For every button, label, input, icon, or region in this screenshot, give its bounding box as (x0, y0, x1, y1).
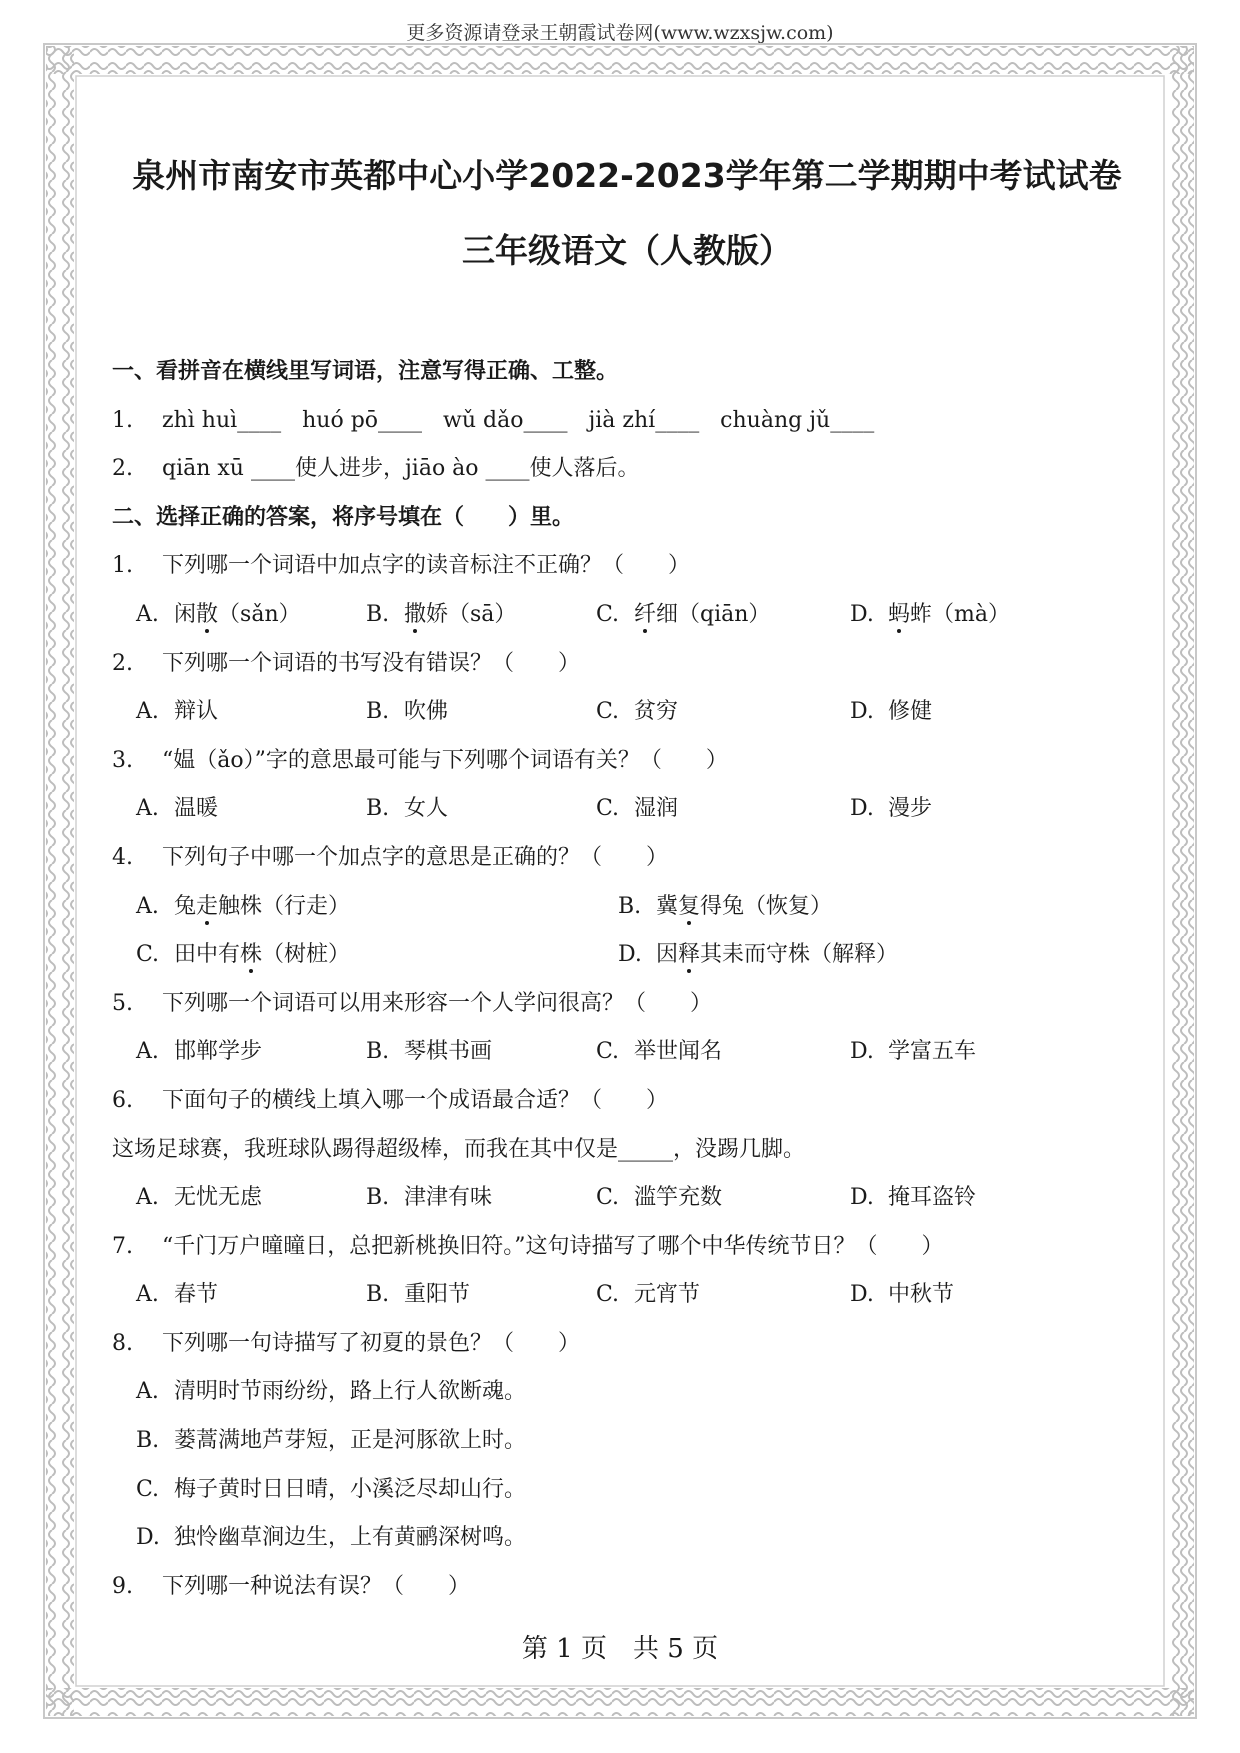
dotted-char: 释 (678, 942, 701, 968)
s2-q5-options (112, 1028, 1142, 1077)
option-text: 学富五车 (888, 1039, 977, 1065)
option-letter: B. (366, 796, 390, 822)
option-text: （sǎn） (218, 601, 301, 627)
dotted-char: 纤 (634, 601, 657, 627)
option-text: 辩认 (174, 699, 219, 725)
option-text: 其耒而守株（解释） (700, 942, 899, 968)
option-text: 独怜幽草涧边生，上有黄鹂深树鸣。 (174, 1525, 527, 1551)
question-text: 下列哪一个词语可以用来形容一个人学问很高？（ ） (162, 990, 713, 1016)
question-text: qiān xū ____使人进步，jiāo ào ____使人落后。 (162, 456, 640, 482)
option-d (850, 591, 1080, 640)
option-a (136, 591, 366, 640)
question-number: 2. (112, 650, 133, 676)
s2-question-5 (112, 980, 1142, 1029)
option-text: 举世闻名 (634, 1039, 723, 1065)
option-letter: D. (136, 1525, 160, 1551)
option-text: 田中有 (174, 942, 241, 968)
s2-q6-options (112, 1174, 1142, 1223)
option-b (366, 1028, 596, 1077)
option-text: 细（qiān） (656, 601, 771, 627)
option-letter: C. (596, 699, 620, 725)
s2-question-6 (112, 1077, 1142, 1126)
option-a (136, 1028, 366, 1077)
s2-question-1 (112, 542, 1142, 591)
option-a (136, 883, 618, 932)
option-text: 元宵节 (634, 1282, 701, 1308)
option-text: 闲 (174, 601, 197, 627)
option-b (366, 688, 596, 737)
option-d (850, 1028, 1080, 1077)
s2-q3-options (112, 785, 1142, 834)
option-c (596, 591, 850, 640)
option-text: 贫穷 (634, 699, 679, 725)
option-text: 邯郸学步 (174, 1039, 263, 1065)
option-b (366, 591, 596, 640)
question-number: 1. (112, 407, 133, 433)
s2-q8-option-a (112, 1368, 1142, 1417)
option-c (596, 1271, 850, 1320)
option-text: 春节 (174, 1282, 219, 1308)
s2-question-9 (112, 1563, 1142, 1612)
option-text: 滥竽充数 (634, 1185, 723, 1211)
dotted-char: 株 (240, 942, 263, 968)
option-text: 津津有味 (404, 1185, 493, 1211)
question-number: 2. (112, 456, 133, 482)
option-letter: D. (850, 601, 874, 627)
dotted-char: 蚂 (888, 601, 911, 627)
option-d (618, 931, 1100, 980)
s2-q2-options (112, 688, 1142, 737)
option-text: 无忧无虑 (174, 1185, 263, 1211)
option-text: 中秋节 (888, 1282, 955, 1308)
dotted-char: 走 (196, 893, 219, 919)
s2-question-2 (112, 640, 1142, 689)
question-text: 下列哪一个词语中加点字的读音标注不正确？（ ） (162, 553, 691, 579)
s2-q7-options (112, 1271, 1142, 1320)
question-number: 3. (112, 747, 133, 773)
option-letter: C. (596, 796, 620, 822)
section-2-heading: 二、选择正确的答案，将序号填在（ ）里。 (112, 504, 575, 530)
option-letter: C. (136, 1476, 160, 1502)
s2-question-4 (112, 834, 1142, 883)
s2-question-3 (112, 737, 1142, 786)
option-d (850, 785, 1080, 834)
exam-content (112, 348, 1142, 1611)
option-letter: D. (850, 699, 874, 725)
option-text: 清明时节雨纷纷，路上行人欲断魂。 (174, 1379, 527, 1405)
option-a (136, 1174, 366, 1223)
option-text: 吹佛 (404, 699, 449, 725)
option-text: 重阳节 (404, 1282, 471, 1308)
option-letter: C. (596, 1282, 620, 1308)
s2-q8-option-b (112, 1417, 1142, 1466)
option-d (850, 1271, 1080, 1320)
option-text: 因 (656, 942, 679, 968)
option-d (850, 688, 1080, 737)
option-c (596, 688, 850, 737)
option-letter: B. (136, 1428, 160, 1454)
option-text: 女人 (404, 796, 449, 822)
option-letter: A. (136, 893, 159, 919)
watermark: 更多资源请登录王朝霞试卷网(www.wzxsjw.com) (406, 22, 834, 44)
s2-q4-options-cd (112, 931, 1142, 980)
question-text: 下面句子的横线上填入哪一个成语最合适？（ ） (162, 1087, 669, 1113)
option-text: 兔 (174, 893, 197, 919)
dotted-char: 散 (196, 601, 219, 627)
question-number: 9. (112, 1573, 133, 1599)
question-number: 1. (112, 553, 133, 579)
question-text: 下列哪一种说法有误？（ ） (162, 1573, 471, 1599)
option-letter: B. (366, 1282, 390, 1308)
option-c (596, 785, 850, 834)
option-letter: B. (366, 1185, 390, 1211)
option-letter: A. (136, 601, 159, 627)
option-letter: A. (136, 796, 159, 822)
option-b (366, 1271, 596, 1320)
option-text: 修健 (888, 699, 933, 725)
option-letter: D. (618, 942, 642, 968)
option-b (366, 1174, 596, 1223)
option-text: （树桩） (262, 942, 351, 968)
s1-question-2 (112, 445, 1142, 494)
option-text: 蒌蒿满地芦芽短，正是河豚欲上时。 (174, 1428, 527, 1454)
question-number: 8. (112, 1330, 133, 1356)
option-text: 温暖 (174, 796, 219, 822)
option-letter: B. (366, 1039, 390, 1065)
option-text: 得兔（恢复） (700, 893, 833, 919)
s2-q8-option-c (112, 1466, 1142, 1515)
option-a (136, 785, 366, 834)
option-letter: B. (618, 893, 642, 919)
option-c (596, 1028, 850, 1077)
s2-q6-sentence: 这场足球赛，我班球队踢得超级棒，而我在其中仅是_____，没踢几脚。 (112, 1136, 806, 1162)
option-a (136, 1271, 366, 1320)
s2-question-8 (112, 1320, 1142, 1369)
section-1-heading: 一、看拼音在横线里写词语，注意写得正确、工整。 (112, 359, 619, 384)
option-letter: C. (596, 601, 620, 627)
option-text: 梅子黄时日日晴，小溪泛尽却山行。 (174, 1476, 527, 1502)
option-letter: D. (850, 1039, 874, 1065)
option-letter: D. (850, 796, 874, 822)
s2-q1-options (112, 591, 1142, 640)
question-text: “千门万户曈曈日，总把新桃换旧符。”这句诗描写了哪个中华传统节日？（ ） (162, 1233, 944, 1259)
exam-title: 泉州市南安市英都中心小学2022-2023学年第二学期期中考试试卷 (132, 156, 1122, 195)
option-d (850, 1174, 1080, 1223)
s2-q8-option-d (112, 1514, 1142, 1563)
question-text: 下列句子中哪一个加点字的意思是正确的？（ ） (162, 844, 669, 870)
exam-page (112, 130, 1142, 1611)
dotted-char: 撒 (404, 601, 427, 627)
option-text: 湿润 (634, 796, 679, 822)
option-text: 漫步 (888, 796, 933, 822)
option-letter: B. (366, 699, 390, 725)
option-b (618, 883, 1100, 932)
option-letter: C. (596, 1185, 620, 1211)
option-letter: A. (136, 1185, 159, 1211)
dotted-char: 复 (678, 893, 701, 919)
exam-subtitle: 三年级语文（人教版） (462, 231, 792, 270)
option-letter: B. (366, 601, 390, 627)
question-number: 5. (112, 990, 133, 1016)
option-text: 冀 (656, 893, 679, 919)
option-text: 触株（行走） (218, 893, 351, 919)
option-text: 掩耳盗铃 (888, 1185, 977, 1211)
option-text: 琴棋书画 (404, 1039, 493, 1065)
option-text: 蚱（mà） (910, 601, 1010, 627)
option-text: 娇（sā） (426, 601, 517, 627)
option-c (596, 1174, 850, 1223)
s2-question-7 (112, 1223, 1142, 1272)
option-letter: C. (136, 942, 160, 968)
option-letter: A. (136, 1379, 159, 1405)
s1-question-1 (112, 397, 1142, 446)
option-letter: A. (136, 1039, 159, 1065)
page-footer: 第 1 页 共 5 页 (521, 1634, 719, 1664)
question-text: zhì huì____ huó pō____ wǔ dǎo____ jià zhí____ chuàng jǔ____ (162, 407, 875, 433)
option-letter: D. (850, 1282, 874, 1308)
s2-q4-options-ab (112, 883, 1142, 932)
question-number: 7. (112, 1233, 133, 1259)
question-number: 4. (112, 844, 133, 870)
question-number: 6. (112, 1087, 133, 1113)
option-letter: A. (136, 1282, 159, 1308)
question-text: 下列哪一句诗描写了初夏的景色？（ ） (162, 1330, 581, 1356)
option-a (136, 688, 366, 737)
option-letter: C. (596, 1039, 620, 1065)
option-b (366, 785, 596, 834)
question-text: “媪（ǎo）”字的意思最可能与下列哪个词语有关？（ ） (162, 747, 728, 773)
question-text: 下列哪一个词语的书写没有错误？（ ） (162, 650, 581, 676)
option-letter: D. (850, 1185, 874, 1211)
option-c (136, 931, 618, 980)
option-letter: A. (136, 699, 159, 725)
